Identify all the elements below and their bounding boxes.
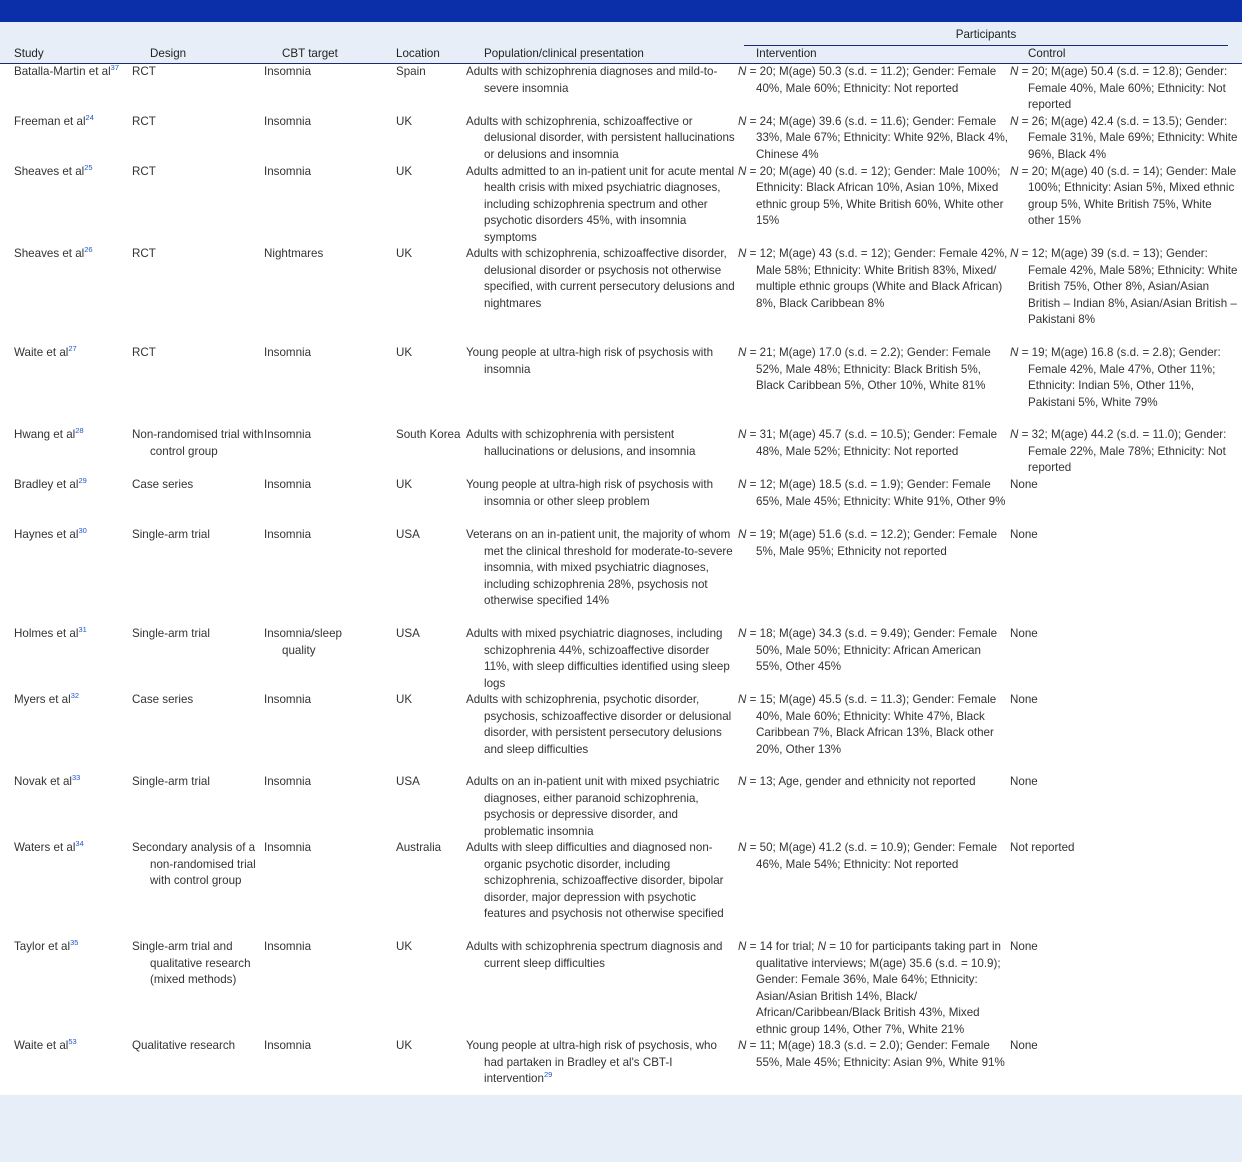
cell-study: Holmes et $al^{31}$ [0,626,136,692]
col-control: Control [1014,46,1242,64]
cell-design: Qualitative research [136,1038,268,1104]
cell-control: None [1014,626,1242,692]
cell-design: RCT [136,114,268,164]
cell-location: UK [382,1038,470,1104]
cell-intervention: N = 15; M(age) 45.5 (s.d. = 11.3); Gender: Female 40%, Male 60%; Ethnicity: White 47%, Black Caribbean 7%, Black African 13%, Black other 20%, Other 13% [742,692,1014,774]
col-study: Study [0,46,136,64]
cell-target: Insomnia [268,840,382,939]
cell-intervention: N = 18; M(age) 34.3 (s.d. = 9.49); Gender: Female 50%, Male 50%; Ethnicity: African American 55%, Other 45% [742,626,1014,692]
cell-location: UK [382,477,470,527]
col-design: Design [136,46,268,64]
study-ref[interactable]: 29 [78,476,87,486]
cell-study: Taylor et $al^{35}$ [0,939,136,1038]
cell-location: South Korea [382,427,470,477]
cell-intervention: N = 20; M(age) 40 (s.d. = 12); Gender: Male 100%; Ethnicity: Black African 10%, Asian 10%, Mixed ethnic group 5%, White British 60%, White other 15% [742,164,1014,247]
table-row [0,345,1242,427]
cell-target: Insomnia [268,774,382,840]
table-row [0,246,1242,345]
cell-target: Insomnia [268,345,382,427]
cell-location: Australia [382,840,470,939]
table-row [0,164,1242,247]
cell-study: Batalla-Martin et $al^{37}$ [0,64,136,114]
col-intervention: Intervention [742,46,1014,64]
cell-population: Young people at ultra-high risk of psychosis with insomnia or other sleep problem [470,477,742,527]
cell-study: Hwang et $al^{28}$ [0,427,136,477]
cell-location: USA [382,626,470,692]
cell-intervention: N = 24; M(age) 39.6 (s.d. = 11.6); Gender: Female 33%, Male 67%; Ethnicity: White 92%, Black 4%, Chinese 4% [742,114,1014,164]
cell-location: UK [382,164,470,247]
cell-location: USA [382,774,470,840]
cell-intervention: N = 31; M(age) 45.7 (s.d. = 10.5); Gender: Female 48%, Male 52%; Ethnicity: Not reported [742,427,1014,477]
cell-intervention: N = 21; M(age) 17.0 (s.d. = 2.2); Gender: Female 52%, Male 48%; Ethnicity: Black British 5%, Black Caribbean 5%, Other 10%, White 81% [742,345,1014,427]
top-banner [0,0,1242,22]
cell-location: UK [382,345,470,427]
table-row [0,114,1242,164]
studies-table [0,25,1242,1104]
table-row [0,626,1242,692]
cell-target: Insomnia [268,64,382,114]
cell-population: Adults on an in-patient unit with mixed psychiatric diagnoses, either paranoid schizophrenia, psychosis or depressive disorder, and problematic insomnia [470,774,742,840]
cell-population: Adults with schizophrenia, schizoaffective or delusional disorder, with persistent hallucinations or delusions and insomnia [470,114,742,164]
cell-intervention: N = 19; M(age) 51.6 (s.d. = 12.2); Gender: Female 5%, Male 95%; Ethnicity not reported [742,527,1014,626]
cell-target: Insomnia/sleep quality [268,626,382,692]
cell-control: None [1014,527,1242,626]
cell-population: Young people at ultra-high risk of psychosis with insomnia [470,345,742,427]
table-row [0,477,1242,527]
cell-study: Waite et $al^{27}$ [0,345,136,427]
cell-intervention: N = 14 for trial; N = 10 for participants taking part in qualitative interviews; M(age) 35.6 (s.d. = 10.9); Gender: Female 36%, Male 64%; Ethnicity: Asian/Asian British 14%, Black/ African/Caribbean/Black British 43%, Mixed ethnic group 14%, Other 7%, White 21% [742,939,1014,1038]
cell-location: Spain [382,64,470,114]
footer-area [0,1095,1242,1162]
cell-study: Bradley et $al^{29}$ [0,477,136,527]
cell-study: Freeman et $al^{24}$ [0,114,136,164]
cell-intervention: N = 12; M(age) 18.5 (s.d. = 1.9); Gender: Female 65%, Male 45%; Ethnicity: White 91%, Other 9% [742,477,1014,527]
cell-control: N = 12; M(age) 39 (s.d. = 13); Gender: Female 42%, Male 58%; Ethnicity: White British 75%, Other 8%, Asian/Asian British – Indian 8%, Asian/Asian British – Pakistani 8% [1014,246,1242,345]
cell-population: Adults with schizophrenia, psychotic disorder, psychosis, schizoaffective disorder or delusional disorder, with persistent persecutory delusions and sleep difficulties [470,692,742,774]
cell-control: None [1014,477,1242,527]
cell-design: Secondary analysis of a non-randomised trial with control group [136,840,268,939]
cell-design: Single-arm trial and qualitative research (mixed methods) [136,939,268,1038]
cell-design: Single-arm trial [136,774,268,840]
col-location: Location [382,46,470,64]
cell-design: Case series [136,477,268,527]
col-population: Population/clinical presentation [470,46,742,64]
cell-study: Sheaves et $al^{26}$ [0,246,136,345]
study-ref[interactable]: 35 [70,938,79,948]
cell-design: Single-arm trial [136,527,268,626]
cell-design: Case series [136,692,268,774]
cell-study: Waters et $al^{34}$ [0,840,136,939]
cell-target: Insomnia [268,164,382,247]
cell-target: Insomnia [268,427,382,477]
cell-control: Not reported [1014,840,1242,939]
cell-design: Non-randomised trial with control group [136,427,268,477]
cell-study: Novak et $al^{33}$ [0,774,136,840]
cell-intervention: N = 50; M(age) 41.2 (s.d. = 10.9); Gender: Female 46%, Male 54%; Ethnicity: Not reported [742,840,1014,939]
cell-target: Insomnia [268,477,382,527]
cell-design: RCT [136,246,268,345]
cell-intervention: N = 20; M(age) 50.3 (s.d. = 11.2); Gender: Female 40%, Male 60%; Ethnicity: Not reported [742,64,1014,114]
cell-target: Insomnia [268,939,382,1038]
cell-study: Waite et $al^{53}$ [0,1038,136,1104]
table-row [0,427,1242,477]
cell-location: USA [382,527,470,626]
cell-design: RCT [136,64,268,114]
cell-control: N = 19; M(age) 16.8 (s.d. = 2.8); Gender: Female 42%, Male 47%, Other 11%; Ethnicity: Indian 5%, Other 11%, Pakistani 5%, White 79% [1014,345,1242,427]
cell-location: UK [382,939,470,1038]
cell-design: Single-arm trial [136,626,268,692]
col-cbt-target: CBT target [268,46,382,64]
study-ref[interactable]: 25 [84,162,93,172]
study-ref[interactable]: 28 [75,426,84,436]
cell-intervention: N = 12; M(age) 43 (s.d. = 12); Gender: Female 42%, Male 58%; Ethnicity: White British 83%, Mixed/ multiple ethnic groups (White and Black African) 8%, Black Caribbean 8% [742,246,1014,345]
table-row [0,774,1242,840]
cell-target: Insomnia [268,1038,382,1104]
cell-population: Adults with schizophrenia with persistent hallucinations or delusions, and insomnia [470,427,742,477]
table-row [0,692,1242,774]
cell-target: Insomnia [268,692,382,774]
study-ref[interactable]: 24 [85,112,94,122]
cell-population: Adults with mixed psychiatric diagnoses, including schizophrenia 44%, schizoaffective disorder 11%, with sleep difficulties identified using sleep logs [470,626,742,692]
study-ref[interactable]: 32 [70,691,80,701]
cell-population: Adults with schizophrenia spectrum diagnosis and current sleep difficulties [470,939,742,1038]
cell-intervention: N = 13; Age, gender and ethnicity not reported [742,774,1014,840]
cell-target: Nightmares [268,246,382,345]
cell-location: UK [382,692,470,774]
cell-control: N = 20; M(age) 50.4 (s.d. = 12.8); Gender: Female 40%, Male 60%; Ethnicity: Not reported [1014,64,1242,114]
table-row [0,64,1242,114]
cell-population: Adults admitted to an in-patient unit for acute mental health crisis with mixed psychiatric diagnoses, including schizophrenia spectrum and other psychotic disorders 45%, with insomnia symptoms [470,164,742,247]
study-ref[interactable]: 30 [78,526,87,536]
cell-design: RCT [136,345,268,427]
table-row [0,527,1242,626]
population-ref[interactable]: 29 [543,1070,553,1080]
study-ref[interactable]: 33 [72,773,81,783]
study-ref[interactable]: 37 [110,63,119,73]
cell-population: Adults with schizophrenia diagnoses and mild-to-severe insomnia [470,64,742,114]
cell-study: Sheaves et $al^{25}$ [0,164,136,247]
table-row [0,939,1242,1038]
cell-study: Haynes et $al^{30}$ [0,527,136,626]
cell-control: N = 20; M(age) 40 (s.d. = 14); Gender: Male 100%; Ethnicity: Asian 5%, Mixed ethnic group 5%, White British 75%, White other 15% [1014,164,1242,247]
cell-design: RCT [136,164,268,247]
participants-header: Participants [742,25,1242,46]
cell-control: None [1014,774,1242,840]
cell-population: Young people at ultra-high risk of psychosis, who had partaken in Bradley et al's CBT-I intervention$^{29}$ [470,1038,742,1104]
study-ref[interactable]: 31 [78,625,87,635]
cell-control: None [1014,1038,1242,1104]
study-ref[interactable]: 26 [84,245,93,255]
cell-control: None [1014,939,1242,1038]
study-ref[interactable]: 34 [75,839,84,849]
cell-population: Veterans on an in-patient unit, the majority of whom met the clinical threshold for moderate-to-severe insomnia, with mixed psychiatric diagnoses, including schizophrenia 28%, psychosis not otherwise specified 14% [470,527,742,626]
cell-target: Insomnia [268,527,382,626]
cell-intervention: N = 11; M(age) 18.3 (s.d. = 2.0); Gender: Female 55%, Male 45%; Ethnicity: Asian 9%, White 91% [742,1038,1014,1104]
cell-control: N = 26; M(age) 42.4 (s.d. = 13.5); Gender: Female 31%, Male 69%; Ethnicity: White 96%, Black 4% [1014,114,1242,164]
cell-location: UK [382,114,470,164]
cell-study: Myers et $al^{32}$ [0,692,136,774]
cell-population: Adults with schizophrenia, schizoaffective disorder, delusional disorder or psychosis not otherwise specified, with current persecutory delusions and nightmares [470,246,742,345]
cell-control: N = 32; M(age) 44.2 (s.d. = 11.0); Gender: Female 22%, Male 78%; Ethnicity: Not reported [1014,427,1242,477]
cell-control: None [1014,692,1242,774]
study-ref[interactable]: 53 [68,1037,77,1047]
cell-target: Insomnia [268,114,382,164]
cell-location: UK [382,246,470,345]
table-row [0,840,1242,939]
cell-population: Adults with sleep difficulties and diagnosed non-organic psychotic disorder, including schizophrenia, schizoaffective disorder, bipolar disorder, major depression with psychotic features and psychosis not otherwise specified [470,840,742,939]
study-ref[interactable]: 27 [68,344,77,354]
